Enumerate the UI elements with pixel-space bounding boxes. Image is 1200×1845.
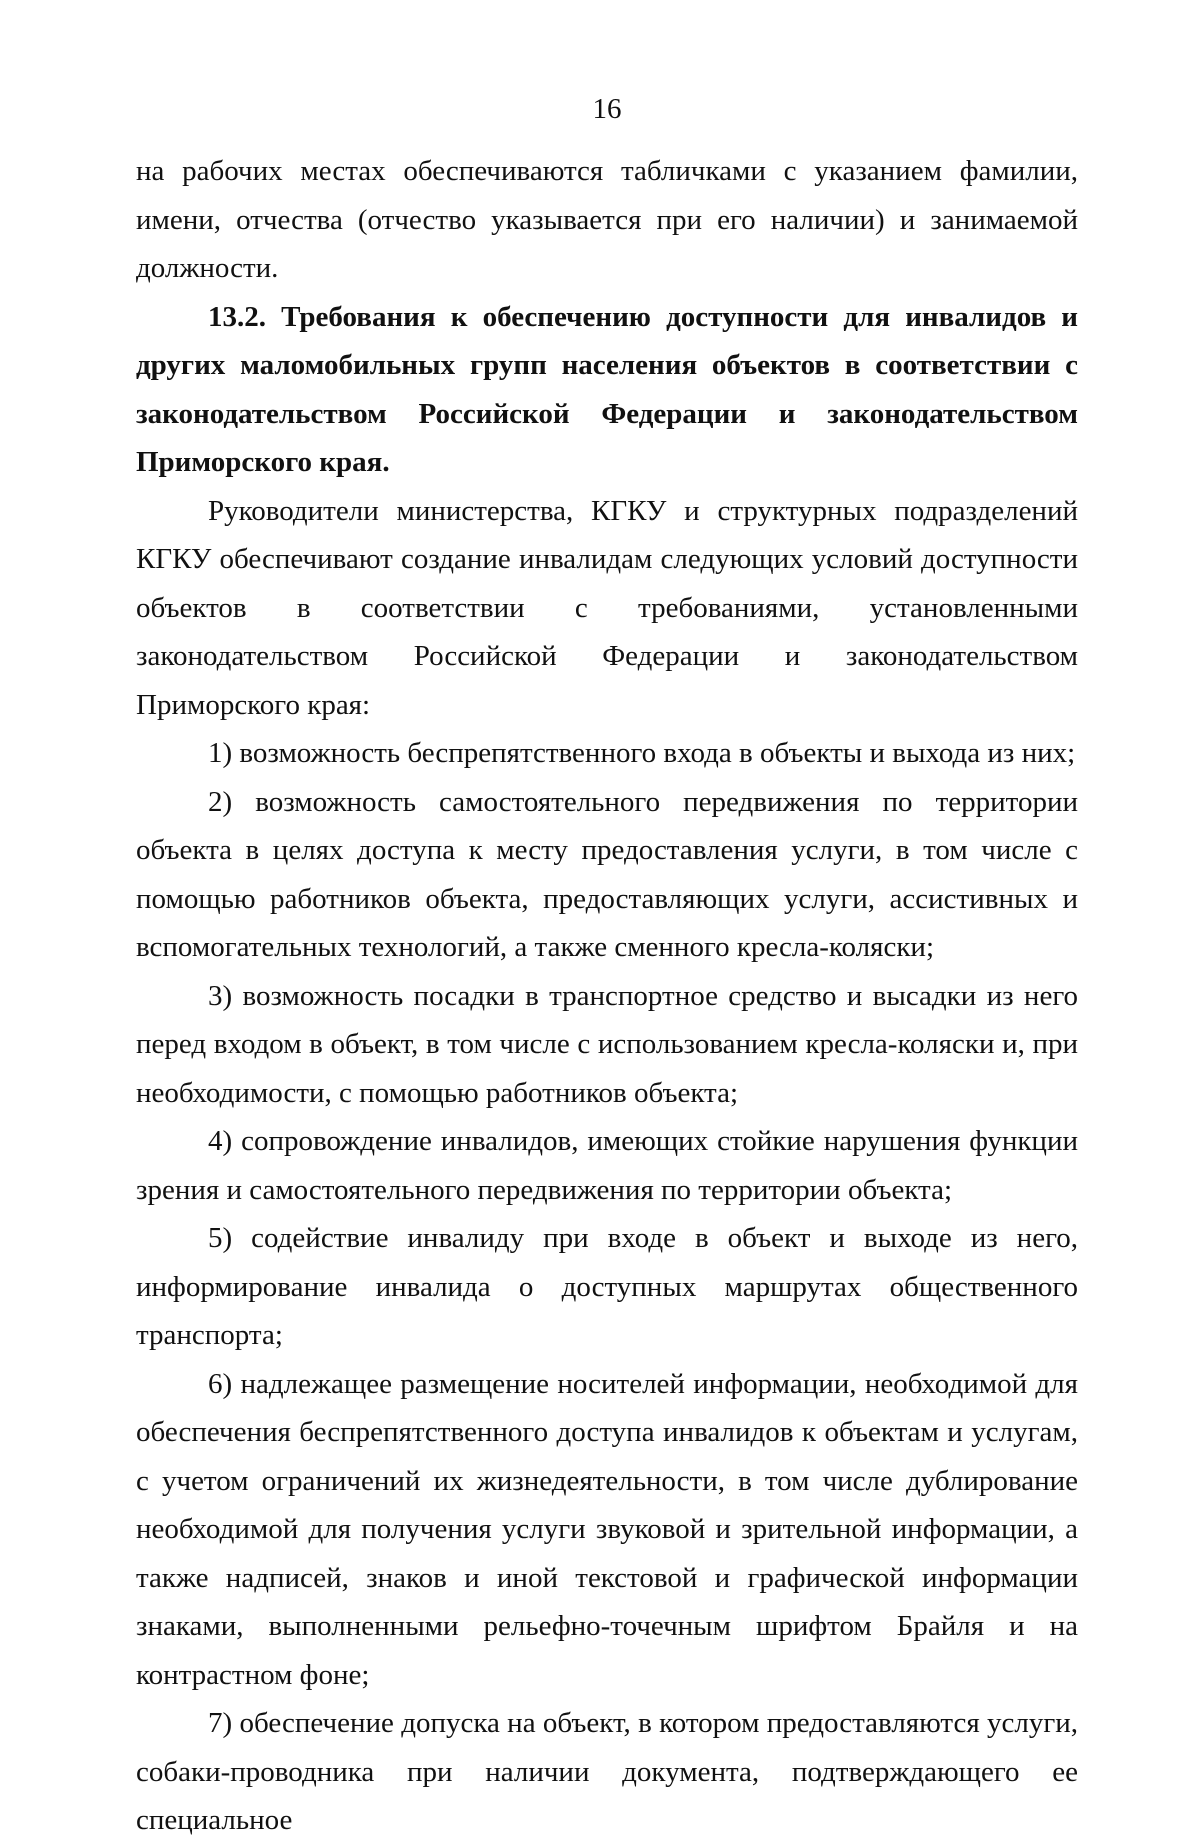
page-number: 16 <box>592 93 622 125</box>
list-item-1: 1) возможность беспрепятственного входа в объекты и выхода из них; <box>208 737 1076 769</box>
list-item-3: 3) возможность посадки в транспортное средство и высадки из него перед входом в объект, в том числе с использованием кресла-коляски и, при необходимости, с помощью работников объекта; <box>136 979 1078 1109</box>
section-heading: 13.2. Требования к обеспечению доступности для инвалидов и других маломобильных групп населения объектов в соответствии с законодательством Российской Федерации и законодательством Приморского края. <box>136 300 1078 478</box>
paragraph-continuation: на рабочих местах обеспечиваются табличками с указанием фамилии, имени, отчества (отчество указывается при его наличии) и занимаемой должности. <box>136 155 1078 284</box>
list-item-2: 2) возможность самостоятельного передвижения по территории объекта в целях доступа к месту предоставления услуги, в том числе с помощью работников объекта, предоставляющих услуги, ассистивных и вспомогательных технологий, а также сменного кресла-коляски; <box>136 785 1078 963</box>
paragraph-intro: Руководители министерства, КГКУ и структурных подразделений КГКУ обеспечивают создание инвалидам следующих условий доступности объектов в соответствии с требованиями, установленными законодательством Российской Федерации и законодательством Приморского края: <box>136 494 1078 721</box>
list-item-6: 6) надлежащее размещение носителей информации, необходимой для обеспечения беспрепятственного доступа инвалидов к объектам и услугам, с учетом ограничений их жизнедеятельности, в том числе дублирование необходимой для получения услуги звуковой и зрительной информации, а также надписей, знаков и иной текстовой и графической информации знаками, выполненными рельефно-точечным шрифтом Брайля и на контрастном фоне; <box>136 1367 1078 1691</box>
list-item-4: 4) сопровождение инвалидов, имеющих стойкие нарушения функции зрения и самостоятельного передвижения по территории объекта; <box>136 1125 1078 1206</box>
list-item-5: 5) содействие инвалиду при входе в объект и выходе из него, информирование инвалида о доступных маршрутах общественного транспорта; <box>136 1222 1078 1351</box>
list-item-7: 7) обеспечение допуска на объект, в котором предоставляются услуги, собаки-проводника при наличии документа, подтверждающего ее специальное <box>136 1707 1078 1836</box>
